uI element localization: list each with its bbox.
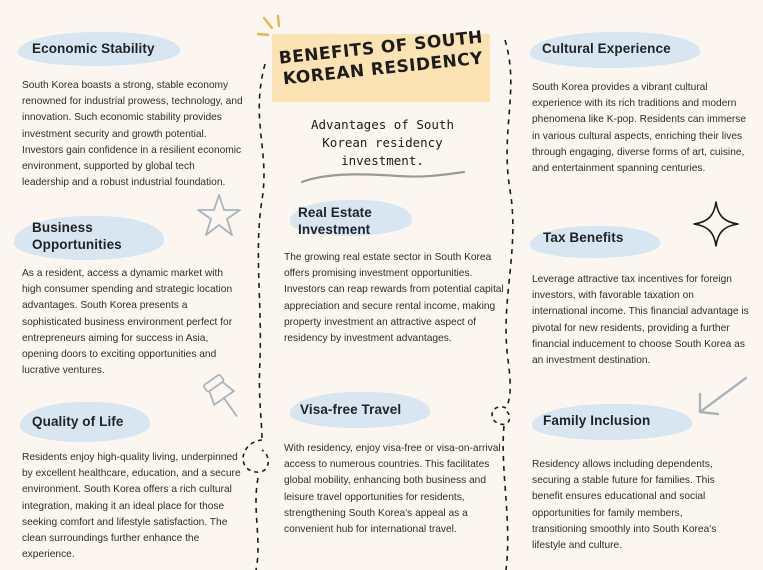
heading-family-inclusion: Family Inclusion <box>543 413 651 428</box>
heading-tax-benefits: Tax Benefits <box>543 230 624 245</box>
sparkle-doodle-icon <box>692 200 740 248</box>
heading-cultural-experience: Cultural Experience <box>542 41 671 56</box>
text-quality-of-life: Residents enjoy high-quality living, underpinned by excellent healthcare, education, and a secure environment. South Korea offers a rich cultural integration, making it an ideal place for those seeking comfort and lifestyle satisfaction. The clean surroundings further enhance the experience. <box>22 452 241 561</box>
text-visa-free-travel: With residency, enjoy visa-free or visa-on-arrival access to numerous countries. This facilitates global mobility, enhancing both business and leisure travel opportunities for residents, strengthening South Korea's appeal as a convenient hub for international travel. <box>284 443 501 536</box>
heading-business-opportunities: Business Opportunities <box>32 220 122 252</box>
heading-quality-of-life: Quality of Life <box>32 414 124 429</box>
text-economic-stability: South Korea boasts a strong, stable economy renowned for industrial prowess, technology, and innovation. Such economic stability provides investment security and growth potential. Investors gain confidence in a resilient economic environment, supported by global tech leadership and a robust industrial foundation. <box>22 80 243 189</box>
heading-visa-free-travel: Visa-free Travel <box>300 402 402 417</box>
page-title: BENEFITS OF SOUTH KOREAN RESIDENCY <box>277 27 484 90</box>
text-real-estate-investment: The growing real estate sector in South Korea offers promising investment opportunities. Investors can reap rewards from potential capital appreciation and secure rental income, making property investment an attractive aspect of residency by investment advantages. <box>284 252 504 345</box>
text-business-opportunities: As a resident, access a dynamic market with high consumer spending and strategic location advantages. South Korea presents a sophisticated business environment perfect for entrepreneurs aiming for success in Asia, opening doors to exciting opportunities and lucrative ventures. <box>22 268 233 377</box>
text-tax-benefits: Leverage attractive tax incentives for foreign investors, with favorable taxation on international income. This financial advantage is pivotal for new residents, providing a further financial inducement to choose South Korea as an investment destination. <box>532 274 749 367</box>
heading-economic-stability: Economic Stability <box>32 41 155 56</box>
page-subtitle: Advantages of South Korean residency investment. <box>311 117 454 168</box>
text-cultural-experience: South Korea provides a vibrant cultural experience with its rich traditions and modern phenomena like K-pop. Residents can immerse in various cultural aspects, enriching their lives through engaging, diverse forms of art, cuisine, and entertainment spanning centuries. <box>532 82 747 175</box>
arrow-doodle-icon <box>690 372 750 422</box>
squiggle-underline-icon <box>298 168 468 188</box>
text-family-inclusion: Residency allows including dependents, securing a stable future for families. This benefit ensures educational and social opportunities for family members, transitioning smoothly into South Korea's lifestyle and culture. <box>532 459 717 552</box>
heading-real-estate-investment: Real Estate Investment <box>298 205 372 237</box>
star-doodle-icon <box>196 192 242 238</box>
